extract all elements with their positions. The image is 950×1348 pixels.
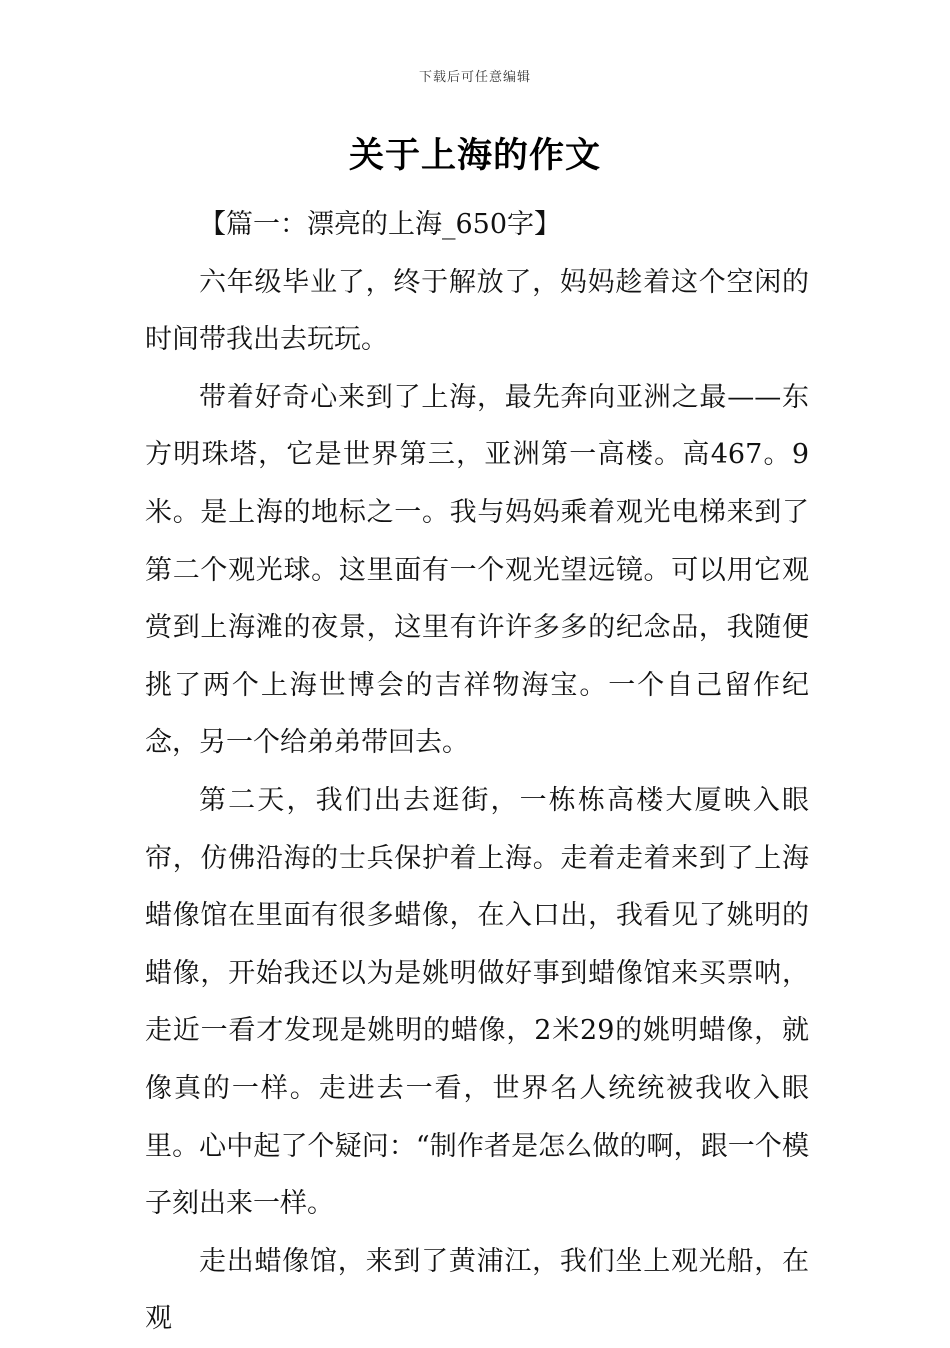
- paragraph: 第二天，我们出去逛街，一栋栋高楼大厦映入眼帘，仿佛沿海的士兵保护着上海。走着走着来到了上海蜡像馆在里面有很多蜡像，在入口出，我看见了姚明的蜡像，开始我还以为是姚明做好事到蜡像馆来买票呐，走近一看才发现是姚明的蜡像，2米29的姚明蜡像，就像真的一样。走进去一看，世界名人统统被我收入眼里。心中起了个疑问：“制作者是怎么做的啊，跟一个模子刻出来一样。: [145, 784, 809, 1220]
- section-heading: 【篇一：漂亮的上海_650字】: [199, 209, 562, 240]
- header-note: 下载后可任意编辑: [418, 70, 531, 85]
- paragraph: 走出蜡像馆，来到了黄浦江，我们坐上观光船，在观: [145, 1245, 809, 1335]
- paragraph: 带着好奇心来到了上海，最先奔向亚洲之最——东方明珠塔，它是世界第三，亚洲第一高楼。高467。9米。是上海的地标之一。我与妈妈乘着观光电梯来到了第二个观光球。这里面有一个观光望远镜。可以用它观赏到上海滩的夜景，这里有许许多多的纪念品，我随便挑了两个上海世博会的吉祥物海宝。一个自己留作纪念，另一个给弟弟带回去。: [145, 381, 809, 759]
- document-body: [145, 196, 809, 1348]
- document-title: 关于上海的作文: [348, 136, 601, 176]
- paragraph: 六年级毕业了，终于解放了，妈妈趁着这个空闲的时间带我出去玩玩。: [145, 266, 809, 356]
